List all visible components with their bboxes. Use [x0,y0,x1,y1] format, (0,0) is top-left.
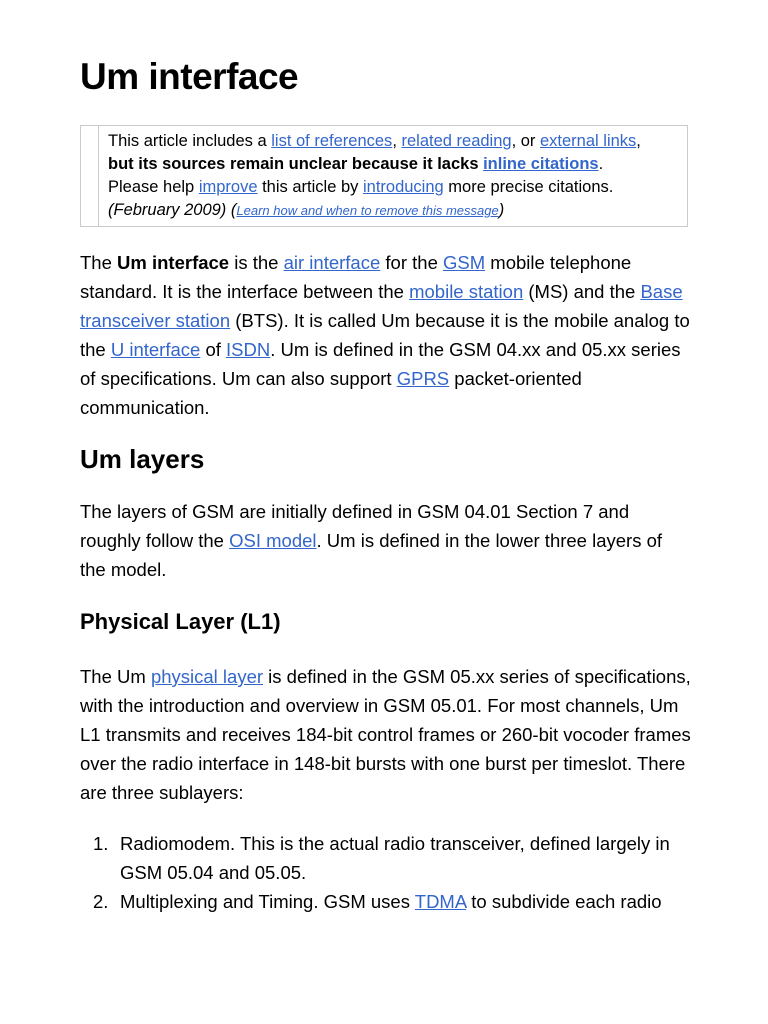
physical-layer-paragraph: The Um physical layer is defined in the GSM 05.xx series of specifications, with the introduction and overview in GSM 05.01. For most channels, Um L1 transmits and receives 184-bit control frames or 260-bit vocoder frames over the radio interface in 148-bit bursts with one burst per timeslot. There are three sublayers: [80,666,691,803]
link-mobile-station[interactable]: mobile station [409,281,524,302]
link-isdn[interactable]: ISDN [226,339,271,360]
link-learn-how-to-remove[interactable]: Learn how and when to remove this message [236,203,499,218]
notice-bold-text: but its sources remain unclear because it lacks inline citations [108,155,599,173]
notice-side-bar [81,126,99,226]
heading-um-layers: Um layers [80,444,205,474]
link-gsm[interactable]: GSM [443,252,486,273]
link-osi-model[interactable]: OSI model [229,530,317,551]
citation-notice-box [80,125,688,227]
intro-paragraph: The Um interface is the air interface for the GSM mobile telephone standard. It is the interface between the mobile station (MS) and the Base transceiver station (BTS). It is called Um because it is the mobile analog to the U interface of ISDN. Um is defined in the GSM 04.xx and 05.xx series of specifications. Um can also support GPRS packet-oriented communication. [80,252,690,418]
link-list-of-references[interactable]: list of references [271,132,393,150]
link-related-reading[interactable]: related reading [401,132,512,150]
layers-paragraph: The layers of GSM are initially defined in GSM 04.01 Section 7 and roughly follow the OSI model. Um is defined in the lower three layers of the model. [80,501,663,580]
link-introducing[interactable]: introducing [362,178,444,196]
page-title: Um interface [80,56,299,97]
link-base-transceiver-station[interactable]: Base transceiver station [80,281,683,331]
link-external-links[interactable]: external links [540,132,637,150]
sublayers-list [80,829,692,916]
list-number: 2. [93,891,109,912]
list-number: 1. [93,833,109,854]
heading-physical-layer: Physical Layer (L1) [80,609,281,634]
bold-um-interface: Um interface [117,252,230,273]
link-tdma[interactable]: TDMA [414,891,467,912]
link-gprs[interactable]: GPRS [396,368,450,389]
link-air-interface[interactable]: air interface [283,252,381,273]
notice-date: (February 2009) [108,201,227,219]
link-inline-citations[interactable]: inline citations [483,155,599,173]
link-u-interface[interactable]: U interface [110,339,201,360]
list-item: 1. Radiomodem. This is the actual radio transceiver, defined largely in GSM 05.04 and 05.05. [80,829,692,887]
link-physical-layer[interactable]: physical layer [150,666,264,687]
link-improve[interactable]: improve [198,178,258,196]
notice-text: This article includes a list of references, related reading, or external links, but its sources remain unclear because it lacks inline citations. Please help improve this article by introducing more precise citations. (February 2009) (Learn how and when to remove this message) [108,132,641,219]
list-item: 2. Multiplexing and Timing. GSM uses TDMA to subdivide each radio [80,887,692,916]
